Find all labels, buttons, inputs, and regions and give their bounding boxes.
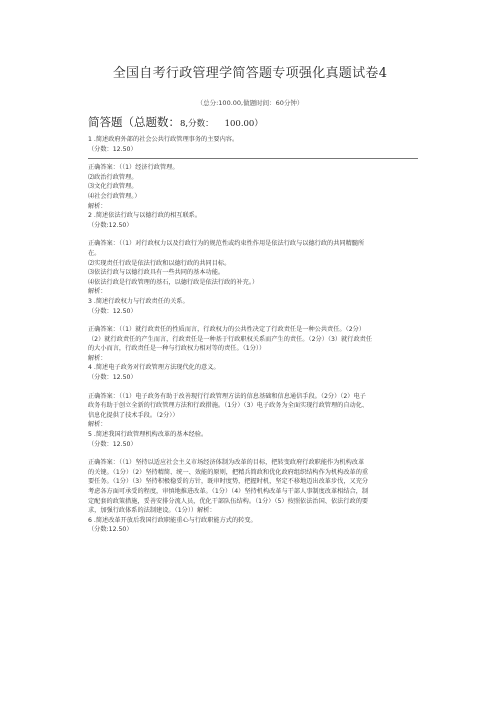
answer-line: 求，加强行政体系的法制建设。（1分））解析： (88, 507, 216, 515)
answer-line: ⑶文化行政管理。 (88, 183, 138, 191)
answer-line: 的大小而言，行政责任是一种与行政权力相对等的责任。（1分）） (88, 345, 266, 353)
explanation-label: 解析： (88, 288, 107, 296)
question-text: 4 .简述电子政务对行政管理方法现代化的意义。 (88, 364, 220, 372)
answer-line: 政务有助于创立全新的行政管理方法和行政措施。（1分）（3）电子政务为全面实现行政管理的自动化、 (88, 402, 369, 410)
divider (88, 158, 418, 159)
answer-line: 信息化提供了技术手段。（2分）） (88, 411, 179, 419)
answer-line: 在。 (88, 249, 101, 257)
answer-line: 考虑各方面可承受的程度，审慎地推进改革。（1分）（4）坚持机构改革与干部人事制度改革相结合，制 (88, 488, 369, 495)
section-score: 100.00） (224, 119, 263, 129)
question-score: （分数：12.50） (88, 374, 137, 382)
question-block (88, 297, 418, 364)
question-block (88, 430, 418, 516)
explanation-label: 解析： (88, 354, 107, 362)
section-heading (88, 114, 263, 130)
answer-line: ⑶依法行政与以德行政具有一些共同的基本功能。 (88, 269, 225, 277)
answer-line: 正确答案：（（1）经济行政管理。 (88, 164, 179, 172)
question-score: （分数：12.50） (88, 145, 137, 153)
question-block (88, 516, 418, 535)
question-list (88, 135, 418, 535)
question-text: 3 .简述行政权力与行政责任的关系。 (88, 297, 189, 305)
question-score: （分数:12.50） (88, 526, 133, 534)
question-text: 2 .简述依法行政与以德行政的相互联系。 (88, 212, 202, 220)
exam-meta: （总分:100.00,做题时间：60分钟） (196, 99, 304, 107)
page-title: 全国自考行政管理学简答题专项强化真题试卷4 (112, 66, 388, 81)
question-text: 5 .简述我国行政管理机构改革的基本经验。 (88, 431, 208, 439)
explanation-label: 解析： (88, 202, 107, 210)
answer-line: （2）就行政责任的产生而言，行政责任是一种基于行政职权关系而产生的责任。（2分）（3）就行政责任 (88, 335, 373, 343)
answer-line: 正确答案：（（1）电子政务有助于改善现行行政管理方法的信息基础和信息通信手段。（2分）（2）电子 (88, 392, 366, 400)
answer-line: 正确答案：（（1）坚持以适应社会主义市场经济体制为改革的目标，把转变政府行政职能作为机构改革 (88, 459, 365, 467)
question-score: （分数：12.50） (88, 440, 137, 448)
section-heading-label: 简答题（总题数： (88, 115, 180, 129)
answer-line: ⑵实现责任行政是依法行政和以德行政的共同目标。 (88, 259, 231, 267)
question-block (88, 135, 418, 211)
answer-line: 定配套的政策措施，妥善安排分流人员，优化干部队伍结构。（1分）（5）按照依法治国、依法行政的要 (88, 497, 369, 505)
question-text: 6 .简述改革开放后我国行政职能重心与行政职能方式的转变。 (88, 516, 257, 524)
answer-line: 的关键。（1分）（2）坚持精简、统一、效能的原则，把精兵简政和优化政府组织结构作为机构改革的重 (88, 468, 369, 476)
explanation-label: 解析： (88, 421, 107, 429)
question-block (88, 211, 418, 297)
answer-line: ⑵政治行政管理。 (88, 173, 138, 181)
question-score: （分数:12.50） (88, 221, 133, 229)
answer-line: ⑷社会行政管理。） (88, 192, 141, 200)
answer-line: 正确答案：（（1）就行政责任的性质而言，行政权力的公共性决定了行政责任是一种公共责任。（2分） (88, 326, 366, 334)
question-block (88, 363, 418, 430)
answer-line: 正确答案：（（1）对行政权力以及行政行为的规范性或约束性作用是依法行政与以德行政的共同精髓所 (88, 240, 365, 248)
answer-line: ⑷依法行政是行政管理的基石，以德行政是依法行政的补充。） (88, 278, 259, 286)
question-text: 1 .简述政府外部的社会公共行政管理事务的主要内容。 (88, 136, 239, 143)
section-count: 8,分数： (180, 119, 214, 129)
answer-line: 要任务。（1分）（3）坚持积极稳妥的方针，既审时度势，把握时机，坚定不移地迈出改革步伐，又充分 (88, 478, 369, 486)
question-score: （分数：12.50） (88, 307, 137, 315)
